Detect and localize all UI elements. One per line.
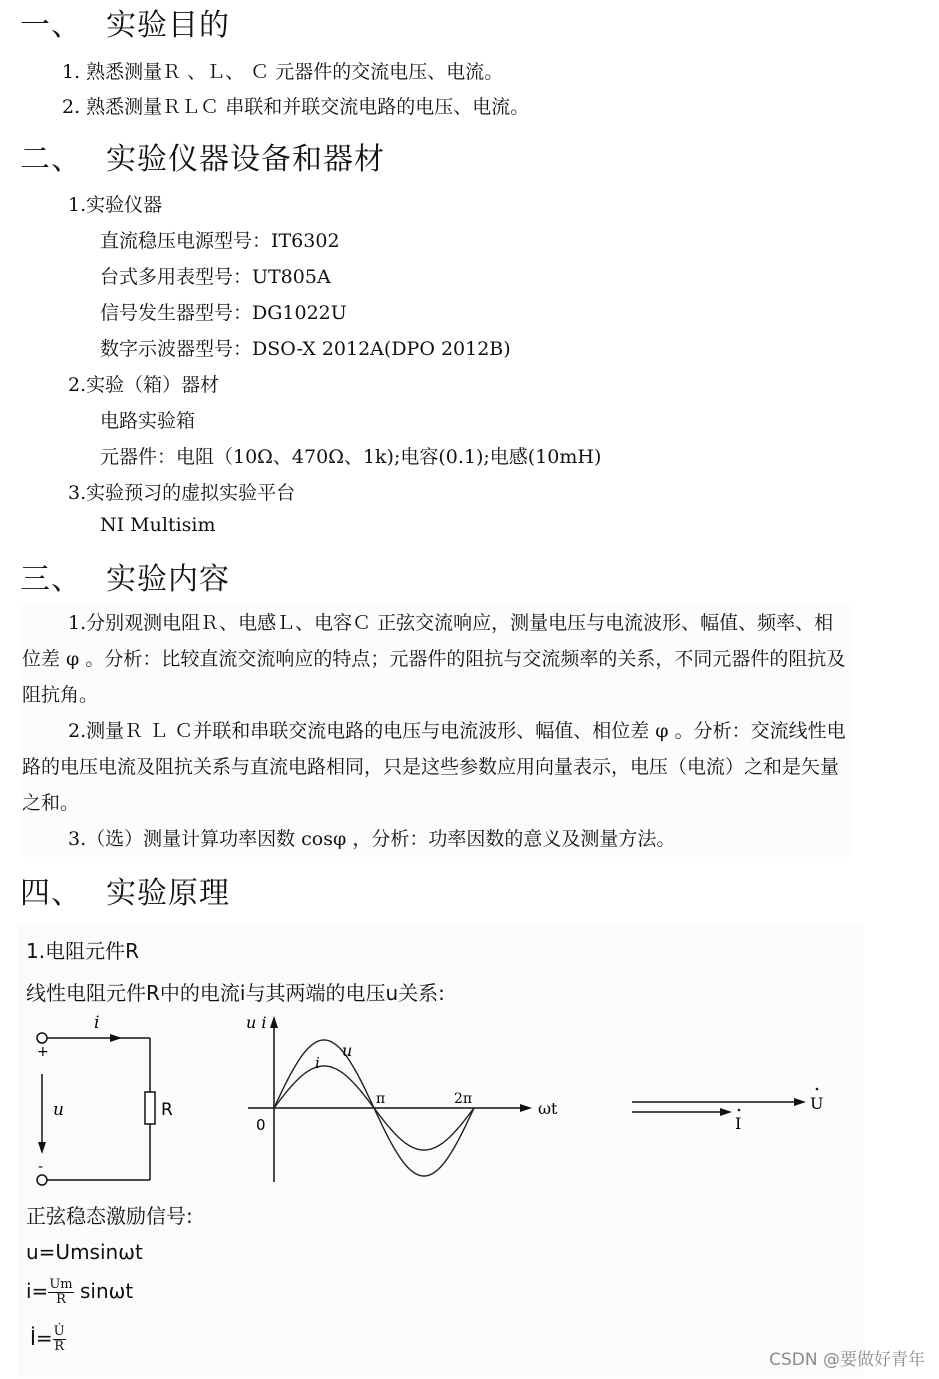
section-number: 四、 [20, 876, 82, 911]
section-number: 二、 [20, 142, 82, 177]
fraction-denominator: R [54, 1339, 65, 1354]
objective-item: 1. 熟悉测量Ｒ 、Ｌ、 Ｃ 元器件的交流电压、电流。 [62, 61, 504, 83]
origin-label: 0 [256, 1116, 266, 1134]
terminal-top [37, 1033, 47, 1043]
section-title: 实验原理 [106, 876, 230, 911]
signal-heading: 正弦稳态激励信号: [26, 1204, 193, 1228]
section-number: 三、 [20, 562, 82, 597]
equation-phasor [30, 1325, 66, 1354]
voltage-arrow-head [38, 1142, 46, 1154]
fraction-u-over-r [53, 1325, 66, 1354]
equation-current-lhs: i= [26, 1279, 49, 1303]
two-pi-label: 2π [454, 1091, 473, 1107]
x-axis-arrow [520, 1104, 532, 1112]
fraction-numerator: U̇ [53, 1324, 65, 1339]
instrument-item: 直流稳压电源型号：IT6302 [100, 230, 340, 252]
instrument-item: 信号发生器型号：DG1022U [100, 302, 347, 324]
y-axis-label: u i [246, 1013, 267, 1032]
plus-sign: + [37, 1044, 49, 1060]
content-item: 1.分别观测电阻Ｒ、电感Ｌ、电容Ｃ 正弦交流响应，测量电压与电流波形、幅值、频率、相位差 φ 。分析：比较直流交流响应的特点；元器件的阻抗与交流频率的关系，不同元器件的阻抗及阻抗角。 [22, 605, 852, 713]
section-heading-1 [20, 0, 230, 44]
instrument-item: 台式多用表型号：UT805A [100, 266, 331, 288]
section-title: 实验目的 [106, 8, 230, 43]
resistor-symbol [145, 1092, 155, 1124]
terminal-bottom [37, 1175, 47, 1185]
circuit-current-label: i [94, 1013, 100, 1033]
u-curve-label: u [342, 1041, 353, 1060]
resistor-circuit-diagram [26, 1008, 186, 1188]
current-arrow [110, 1034, 122, 1042]
u-phasor-label: U [810, 1094, 824, 1113]
material-item: 元器件：电阻（10Ω、470Ω、1k);电容(0.1);电感(10mH) [100, 446, 602, 468]
objective-item: 2. 熟悉测量ＲＬＣ 串联和并联交流电路的电压、电流。 [62, 96, 530, 118]
section-heading-3 [20, 554, 230, 598]
minus-sign: - [38, 1159, 44, 1175]
platform-heading: 3.实验预习的虚拟实验平台 [68, 482, 296, 504]
fraction-numerator: Um [49, 1277, 73, 1292]
section-title: 实验内容 [106, 562, 230, 597]
x-axis-label: ωt [538, 1099, 558, 1118]
y-axis-arrow [270, 1016, 278, 1028]
i-phasor-label: I [735, 1114, 742, 1133]
principle-subheading: 1.电阻元件R [26, 939, 139, 963]
equation-voltage: u=Umsinωt [26, 1240, 143, 1264]
section-title: 实验仪器设备和器材 [106, 142, 385, 177]
circuit-voltage-label: u [53, 1100, 64, 1120]
voltage-current-waveform [240, 1008, 580, 1188]
pi-label: π [376, 1091, 386, 1107]
materials-heading: 2.实验（箱）器材 [68, 374, 220, 396]
section-number: 一、 [20, 8, 82, 43]
fraction-um-over-r [48, 1278, 73, 1307]
fraction-denominator: R [56, 1292, 66, 1307]
content-item: 3.（选）测量计算功率因数 cosφ ，分析：功率因数的意义及测量方法。 [22, 821, 852, 857]
principle-relation: 线性电阻元件R中的电流i与其两端的电压u关系: [26, 981, 445, 1005]
content-item: 2.测量Ｒ Ｌ Ｃ并联和串联交流电路的电压与电流波形、幅值、相位差 φ 。分析：交流线性电路的电压电流及阻抗关系与直流电路相同，只是这些参数应用向量表示，电压（电流）之和是矢量之和。 [22, 713, 852, 821]
u-phasor-head [794, 1098, 806, 1106]
resistor-label: R [161, 1100, 173, 1120]
equation-current [26, 1278, 133, 1307]
equation-current-rhs: sinωt [79, 1279, 134, 1303]
equation-phasor-lhs: İ= [30, 1326, 53, 1350]
material-item: 电路实验箱 [100, 410, 196, 432]
section-heading-2 [20, 134, 385, 178]
section-heading-4 [20, 868, 230, 912]
i-dot [738, 1109, 741, 1112]
platform-name: NI Multisim [100, 514, 216, 536]
i-curve-label: i [315, 1054, 320, 1072]
instrument-item: 数字示波器型号：DSO-X 2012A(DPO 2012B) [100, 338, 511, 360]
instruments-heading: 1.实验仪器 [68, 194, 163, 216]
phasor-diagram [628, 1085, 838, 1135]
watermark: CSDN @要做好青年 [769, 1350, 925, 1370]
i-phasor-head [720, 1108, 732, 1116]
u-dot [816, 1088, 819, 1091]
